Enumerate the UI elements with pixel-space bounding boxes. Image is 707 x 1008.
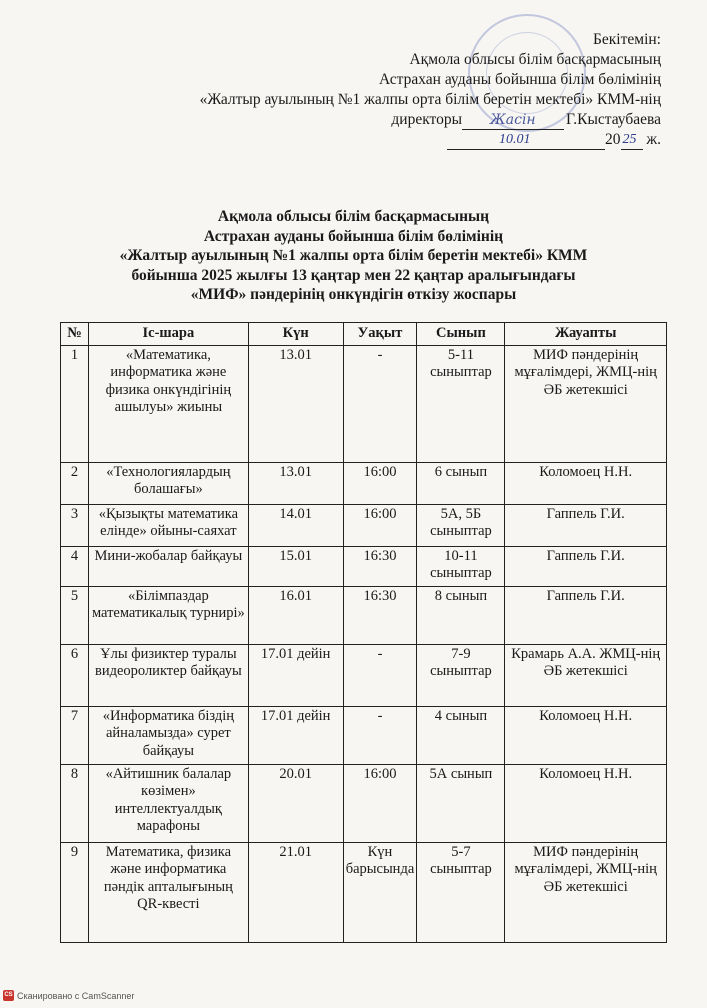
cell-event: «Айтишник балалар көзімен» интеллектуалдық марафоны <box>88 764 248 842</box>
approval-line-2: Астрахан ауданы бойынша білім бөлімінің <box>378 71 661 88</box>
cell-responsible: МИФ пәндерінің мұғалімдері, ЖМЦ-нің ӘБ жетекшісі <box>505 842 667 942</box>
date-field <box>447 134 605 150</box>
cell-day: 13.01 <box>248 462 343 504</box>
cell-event: «Математика, информатика және физика онкүндігінің ашылуы» жиыны <box>88 345 248 462</box>
approval-line-3: «Жалтыр ауылының №1 жалпы орта білім беретін мектебі» КММ-нің <box>199 91 661 108</box>
cell-class: 6 сынып <box>417 462 505 504</box>
cell-class: 7-9 сыныптар <box>417 644 505 706</box>
cell-class: 8 сынып <box>417 586 505 644</box>
title-line-3: «Жалтыр ауылының №1 жалпы орта білім беретін мектебі» КММ <box>119 247 588 264</box>
title-line-4: бойынша 2025 жылғы 13 қаңтар мен 22 қаңтар аралығындағы <box>131 266 576 284</box>
title-line-5: «МИФ» пәндерінің онкүндігін өткізу жоспары <box>190 286 517 303</box>
table-header-row <box>61 323 667 346</box>
director-name: Г.Кыстаубаева <box>566 111 661 128</box>
cell-responsible: Гаппель Г.И. <box>505 504 667 546</box>
table-row <box>61 644 667 706</box>
director-signature-line <box>101 110 661 130</box>
cell-class: 5А, 5Б сыныптар <box>417 504 505 546</box>
cell-class: 10-11 сыныптар <box>417 546 505 586</box>
scanner-footer <box>3 990 134 1001</box>
table-row <box>61 462 667 504</box>
cell-responsible: Крамарь А.А. ЖМЦ-нің ӘБ жетекшісі <box>505 644 667 706</box>
cell-responsible: Коломоец Н.Н. <box>505 462 667 504</box>
cell-day: 13.01 <box>248 345 343 462</box>
cell-event: «Технологиялардың болашағы» <box>88 462 248 504</box>
scanner-footer-text: Сканировано с CamScanner <box>17 990 135 1001</box>
cell-number: 4 <box>61 546 89 586</box>
header-event: Іс-шара <box>88 323 248 346</box>
cell-day: 21.01 <box>248 842 343 942</box>
handwritten-signature: Жасін <box>490 112 536 128</box>
cell-number: 7 <box>61 706 89 764</box>
cell-event: «Информатика біздің айналамызда» сурет байқауы <box>88 706 248 764</box>
cell-time: Күн барысында <box>343 842 417 942</box>
cell-class: 4 сынып <box>417 706 505 764</box>
cell-responsible: Коломоец Н.Н. <box>505 706 667 764</box>
cell-day: 16.01 <box>248 586 343 644</box>
cell-class: 5А сынып <box>417 764 505 842</box>
cell-day: 17.01 дейін <box>248 706 343 764</box>
cell-responsible: Гаппель Г.И. <box>505 586 667 644</box>
cell-number: 6 <box>61 644 89 706</box>
approval-line-1: Ақмола облысы білім басқармасының <box>409 51 661 68</box>
table-row <box>61 345 667 462</box>
cell-time: 16:00 <box>343 504 417 546</box>
title-line-2: Астрахан ауданы бойынша білім бөлімінің <box>203 227 504 245</box>
cell-responsible: Коломоец Н.Н. <box>505 764 667 842</box>
cell-day: 20.01 <box>248 764 343 842</box>
cell-day: 15.01 <box>248 546 343 586</box>
cell-class: 5-11 сыныптар <box>417 345 505 462</box>
approval-block <box>101 30 661 150</box>
signature-field <box>462 114 564 130</box>
cell-time: 16:00 <box>343 764 417 842</box>
year-prefix: 20 <box>605 131 621 148</box>
cell-time: - <box>343 644 417 706</box>
cell-day: 17.01 дейін <box>248 644 343 706</box>
cell-time: 16:00 <box>343 462 417 504</box>
cell-event: «Білімпаздар математикалық турнирі» <box>88 586 248 644</box>
cell-event: «Қызықты математика елінде» ойыны-саяхат <box>88 504 248 546</box>
camscanner-logo-icon: CS <box>3 990 14 1001</box>
year-suffix: ж. <box>646 131 661 148</box>
document-title <box>40 207 667 305</box>
cell-number: 9 <box>61 842 89 942</box>
title-line-1: Ақмола облысы білім басқармасының <box>217 208 490 225</box>
cell-responsible: Гаппель Г.И. <box>505 546 667 586</box>
cell-time: 16:30 <box>343 586 417 644</box>
handwritten-date: 10.01 <box>499 132 531 147</box>
table-row <box>61 586 667 644</box>
cell-time: 16:30 <box>343 546 417 586</box>
cell-time: - <box>343 345 417 462</box>
cell-number: 5 <box>61 586 89 644</box>
year-field <box>621 134 643 150</box>
header-time: Уақыт <box>343 323 417 346</box>
cell-number: 3 <box>61 504 89 546</box>
cell-event: Математика, физика және информатика пәндік апталығының QR-квесті <box>88 842 248 942</box>
header-number: № <box>61 323 89 346</box>
cell-day: 14.01 <box>248 504 343 546</box>
header-day: Күн <box>248 323 343 346</box>
approval-heading: Бекітемін: <box>593 31 661 48</box>
cell-number: 8 <box>61 764 89 842</box>
table-row <box>61 504 667 546</box>
cell-time: - <box>343 706 417 764</box>
director-label: директоры <box>391 111 463 128</box>
table-row <box>61 546 667 586</box>
table-row <box>61 764 667 842</box>
cell-event: Мини-жобалар байқауы <box>88 546 248 586</box>
table-row <box>61 842 667 942</box>
cell-responsible: МИФ пәндерінің мұғалімдері, ЖМЦ-нің ӘБ жетекшісі <box>505 345 667 462</box>
cell-event: Ұлы физиктер туралы видеороликтер байқауы <box>88 644 248 706</box>
approval-date-line <box>101 130 661 150</box>
header-responsible: Жауапты <box>505 323 667 346</box>
event-plan-table <box>60 322 667 943</box>
cell-class: 5-7 сыныптар <box>417 842 505 942</box>
cell-number: 2 <box>61 462 89 504</box>
header-class: Сынып <box>417 323 505 346</box>
cell-number: 1 <box>61 345 89 462</box>
table-row <box>61 706 667 764</box>
handwritten-year: 25 <box>622 132 637 147</box>
